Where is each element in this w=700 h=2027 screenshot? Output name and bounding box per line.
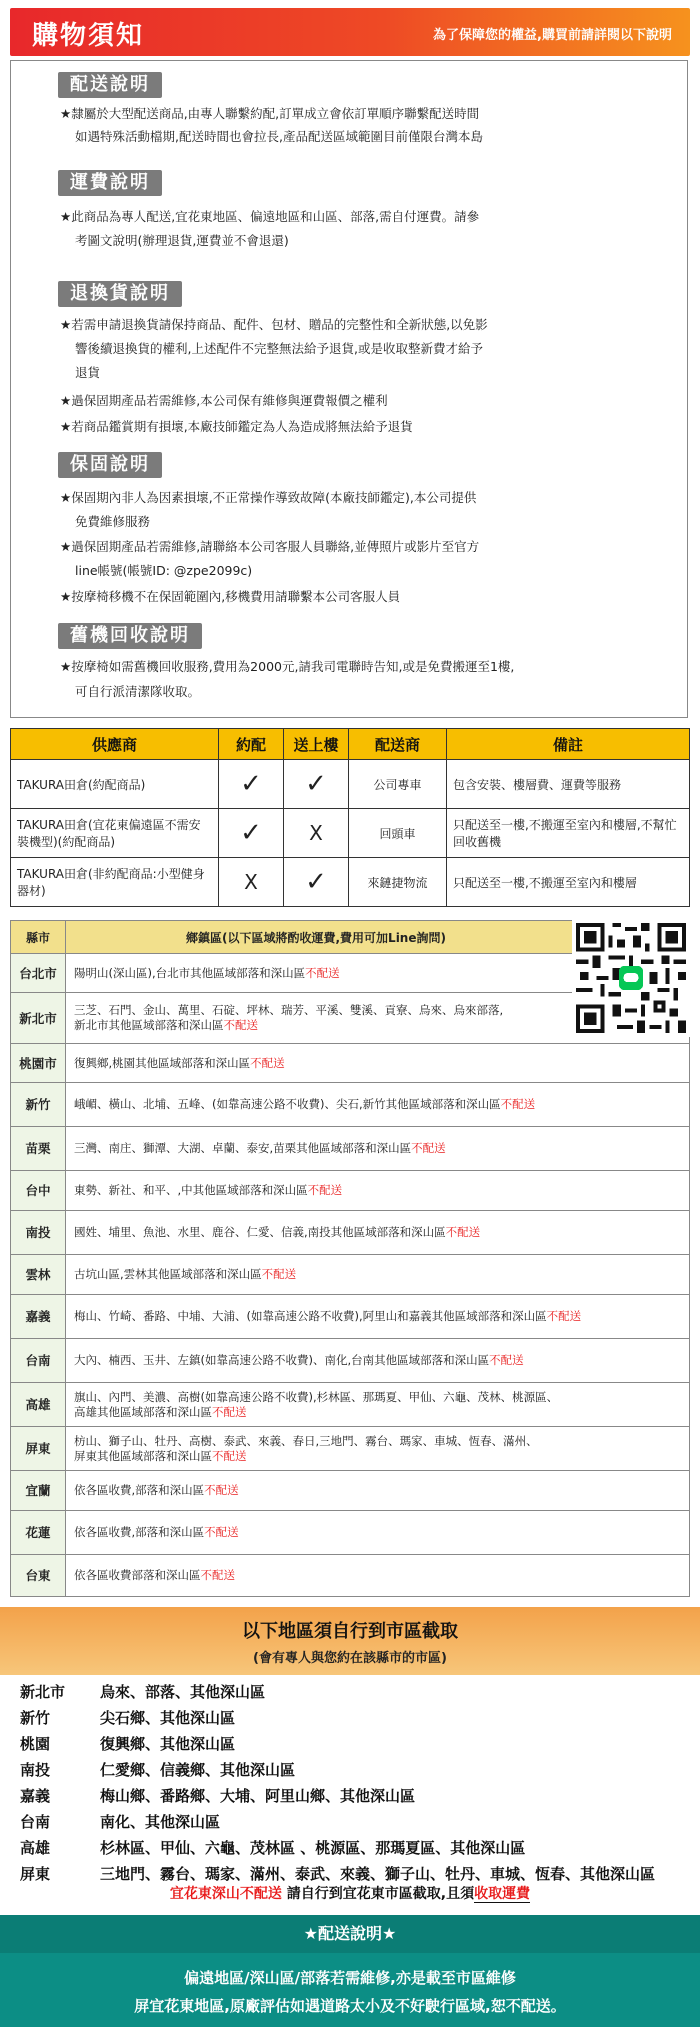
- area-text: 陽明山(深山區),台北市其他區域部落和深山區: [74, 965, 306, 980]
- city-cell: 台東: [11, 1555, 66, 1597]
- note-line: 響後續退換貨的權利,上述配件不完整無法給予退貨,或是收取整新費才給予: [75, 341, 483, 356]
- footer-heading: ★配送說明★: [0, 1915, 700, 1953]
- pickup-city: 高雄: [20, 1839, 51, 1857]
- qr-code-icon: [572, 919, 690, 1037]
- area-text: 三灣、南庄、獅潭、大湖、卓蘭、泰安,苗栗其他區域部落和深山區: [74, 1141, 412, 1155]
- note-cell: 包含安裝、樓層費、運費等服務: [447, 760, 690, 809]
- page-title: 購物須知: [32, 21, 145, 51]
- delivery-footer: [0, 1915, 700, 2027]
- no-delivery-label: 不配送: [307, 1183, 343, 1197]
- note-line: 考圖文說明(辦理退貨,運費並不會退還): [75, 233, 289, 248]
- note-line: ★隸屬於大型配送商品,由專人聯繫約配,訂單成立會依訂單順序聯繫配送時間: [60, 106, 480, 121]
- city-cell: 花蓮: [11, 1511, 66, 1555]
- pickup-areas: 南化、其他深山區: [100, 1813, 221, 1831]
- carrier-cell: 公司專車: [349, 760, 447, 809]
- city-cell: 嘉義: [11, 1295, 66, 1339]
- section-title-delivery: 配送說明: [58, 72, 162, 98]
- pickup-areas: 杉林區、甲仙、六龜、茂林區 、桃源區、那瑪夏區、其他深山區: [100, 1839, 526, 1857]
- section-title-shipping-fee: 運費說明: [58, 170, 162, 196]
- supplier-table: [10, 728, 690, 907]
- area-cell: [66, 1171, 690, 1211]
- city-cell: 台北市: [11, 954, 66, 993]
- pickup-city: 新北市: [20, 1683, 66, 1701]
- area-text: 高雄其他區域部落和深山區: [74, 1404, 212, 1419]
- area-text: 東勢、新社、和平、,中其他區域部落和深山區: [74, 1183, 308, 1197]
- area-cell: [66, 1044, 690, 1083]
- pickup-areas: 仁愛鄉、信義鄉、其他深山區: [100, 1761, 296, 1779]
- pickup-row: [20, 1733, 235, 1759]
- pickup-areas: 烏來、部落、其他深山區: [100, 1683, 266, 1701]
- supplier-cell: TAKURA田倉(約配商品): [11, 760, 219, 809]
- table-row: [11, 1339, 690, 1383]
- area-text: 國姓、埔里、魚池、水里、鹿谷、仁愛、信義,南投其他區域部落和深山區: [74, 1225, 446, 1239]
- note-line: ★此商品為專人配送,宜花東地區、偏遠地區和山區、部落,需自付運費。請參: [60, 209, 480, 224]
- line-qr-code[interactable]: [572, 919, 690, 1037]
- footer-line-2: 屏宜花東地區,原廠評估如遇道路太小及不好駛行區域,恕不配送。: [134, 1997, 566, 2015]
- area-cell: [66, 1127, 690, 1171]
- note-line: ★過保固期產品若需維修,請聯絡本公司客服人員聯絡,並傳照片或影片至官方: [60, 539, 480, 554]
- area-text: 大內、楠西、玉井、左鎮(如靠高速公路不收費)、南化,台南其他區域部落和深山區: [74, 1353, 490, 1367]
- section-title-recycling: 舊機回收說明: [58, 623, 202, 649]
- no-delivery-label: 不配送: [546, 1309, 582, 1323]
- pickup-city: 台南: [20, 1813, 51, 1831]
- table-row: [11, 809, 690, 858]
- col-note: 備註: [447, 729, 690, 760]
- check-mark: ✓: [219, 809, 284, 858]
- pickup-areas: 復興鄉、其他深山區: [100, 1735, 236, 1753]
- table-row: [11, 1555, 690, 1597]
- city-cell: 高雄: [11, 1383, 66, 1427]
- pickup-city: 嘉義: [20, 1787, 51, 1805]
- table-row: [11, 1471, 690, 1511]
- area-text: 旗山、內門、美濃、高樹(如靠高速公路不收費),杉林區、那瑪夏、甲仙、六龜、茂林、桃源區、: [74, 1389, 559, 1404]
- city-cell: 雲林: [11, 1255, 66, 1295]
- check-mark: ✓: [284, 760, 349, 809]
- city-cell: 南投: [11, 1211, 66, 1255]
- pickup-title: 以下地區須自行到市區截取: [242, 1621, 458, 1642]
- no-delivery-label: 不配送: [500, 1097, 536, 1111]
- table-row: [11, 760, 690, 809]
- no-delivery-label: 不配送: [204, 1483, 239, 1497]
- city-cell: 台中: [11, 1171, 66, 1211]
- pickup-row: [20, 1811, 220, 1837]
- carrier-cell: 來鏈捷物流: [349, 858, 447, 907]
- supplier-cell: TAKURA田倉(宜花東偏遠區不需安裝機型)(約配商品): [11, 809, 219, 858]
- no-delivery-label: 不配送: [212, 1404, 247, 1419]
- supplier-cell: TAKURA田倉(非約配商品:小型健身器材): [11, 858, 219, 907]
- pickup-banner: [0, 1607, 700, 1675]
- pickup-row: [20, 1759, 295, 1785]
- footer-line-1: 偏遠地區/深山區/部落若需維修,亦是載至市區維修: [184, 1969, 516, 1987]
- pickup-areas: 梅山鄉、番路鄉、大埔、阿里山鄉、其他深山區: [100, 1787, 416, 1805]
- table-row: [11, 1127, 690, 1171]
- note-line: 可自行派清潔隊收取。: [75, 684, 201, 699]
- table-row: [11, 1511, 690, 1555]
- no-delivery-label: 不配送: [200, 1568, 235, 1582]
- no-delivery-label: 不配送: [223, 1018, 258, 1032]
- pickup-city: 屏東: [20, 1865, 51, 1883]
- table-row: [11, 1044, 690, 1083]
- check-mark: ✓: [284, 858, 349, 907]
- note-line: ★按摩椅如需舊機回收服務,費用為2000元,請我司電聯時告知,或是免費搬運至1樓,: [60, 659, 515, 674]
- note-cell: 只配送至一樓,不搬運至室內和樓層: [447, 858, 690, 907]
- no-delivery-label: 不配送: [261, 1267, 297, 1281]
- note-line: ★過保固期產品若需維修,本公司保有維修與運費報價之權利: [60, 393, 388, 408]
- area-cell: [66, 1295, 690, 1339]
- page-subtitle: 為了保障您的權益,購買前請詳閱以下說明: [433, 28, 672, 43]
- no-delivery-label: 不配送: [204, 1525, 239, 1539]
- col-area: 鄉鎮區(以下區域將酌收運費,費用可加Line詢問): [66, 921, 690, 954]
- pickup-row: [20, 1785, 415, 1811]
- pickup-city: 新竹: [20, 1709, 51, 1727]
- note-line: ★若需申請退換貨請保持商品、配件、包材、贈品的完整性和全新狀態,以免影: [60, 317, 488, 332]
- area-cell: [66, 1427, 690, 1471]
- pickup-row: [20, 1837, 525, 1863]
- no-delivery-label: 不配送: [411, 1141, 446, 1155]
- pickup-areas: 尖石鄉、其他深山區: [100, 1709, 236, 1727]
- area-text: 枋山、獅子山、牡丹、高樹、泰武、來義、春日,三地門、霧台、瑪家、車城、恆春、滿州、: [74, 1433, 538, 1448]
- no-delivery-text: 宜花東深山不配送: [169, 1886, 282, 1902]
- note-line: 如遇特殊活動檔期,配送時間也會拉長,產品配送區域範圍目前僅限台灣本島: [75, 129, 483, 144]
- area-cell: [66, 1383, 690, 1427]
- note-line: 退貨: [75, 365, 101, 380]
- col-city: 縣市: [11, 921, 66, 954]
- pickup-subtitle: (會有專人與您約在該縣市的市區): [253, 1651, 447, 1666]
- table-row: [11, 1383, 690, 1427]
- note-line: ★保固期內非人為因素損壞,不正常操作導致故障(本廠技師鑑定),本公司提供: [60, 490, 477, 505]
- city-cell: 新竹: [11, 1083, 66, 1127]
- pickup-note-text: 請自行到宜花東市區截取,且須: [286, 1886, 475, 1902]
- note-line: ★按摩椅移機不在保固範圍內,移機費用請聯繫本公司客服人員: [60, 589, 401, 604]
- note-line: ★若商品鑑賞期有損壞,本廠技師鑑定為人為造成將無法給予退貨: [60, 419, 413, 434]
- note-cell: 只配送至一樓,不搬運至室內和樓層,不幫忙回收舊機: [447, 809, 690, 858]
- table-row: [11, 1255, 690, 1295]
- no-delivery-label: 不配送: [250, 1055, 285, 1070]
- area-cell: [66, 1555, 690, 1597]
- no-delivery-label: 不配送: [445, 1225, 481, 1239]
- table-row: [11, 1295, 690, 1339]
- cross-mark: X: [219, 858, 284, 907]
- cross-mark: X: [284, 809, 349, 858]
- col-supplier: 供應商: [11, 729, 219, 760]
- table-row: [11, 1171, 690, 1211]
- area-text: 依各區收費,部落和深山區: [74, 1483, 205, 1497]
- city-cell: 桃園市: [11, 1044, 66, 1083]
- city-cell: 宜蘭: [11, 1471, 66, 1511]
- area-cell: [66, 1339, 690, 1383]
- supplier-table-header: [11, 729, 690, 760]
- table-row: [11, 1083, 690, 1127]
- section-title-warranty: 保固說明: [58, 452, 162, 478]
- table-row: [11, 1427, 690, 1471]
- no-delivery-label: 不配送: [212, 1448, 247, 1463]
- pickup-city: 桃園: [20, 1735, 51, 1753]
- city-cell: 新北市: [11, 993, 66, 1044]
- area-cell: [66, 1471, 690, 1511]
- area-text: 依各區收費部落和深山區: [74, 1568, 201, 1582]
- city-cell: 台南: [11, 1339, 66, 1383]
- area-text: 新北市其他區域部落和深山區: [74, 1018, 224, 1032]
- area-cell: [66, 1083, 690, 1127]
- city-cell: 屏東: [11, 1427, 66, 1471]
- col-upstairs: 送上樓: [284, 729, 349, 760]
- area-text: 梅山、竹崎、番路、中埔、大浦、(如靠高速公路不收費),阿里山和嘉義其他區域部落和深山區: [74, 1309, 547, 1323]
- pickup-row: [20, 1681, 265, 1707]
- area-text: 屏東其他區域部落和深山區: [74, 1448, 212, 1463]
- area-cell: [66, 1211, 690, 1255]
- section-title-returns: 退換貨說明: [58, 281, 182, 307]
- note-line: 免費維修服務: [75, 514, 151, 529]
- pickup-row: [20, 1707, 235, 1733]
- check-mark: ✓: [219, 760, 284, 809]
- area-text: 依各區收費,部落和深山區: [74, 1525, 205, 1539]
- area-text: 三芝、石門、金山、萬里、石碇、坪林、瑞芳、平溪、雙溪、貢寮、烏來、烏來部落,: [74, 1003, 504, 1017]
- city-cell: 苗栗: [11, 1127, 66, 1171]
- note-line: line帳號(帳號ID: @zpe2099c): [75, 563, 253, 578]
- no-delivery-label: 不配送: [305, 965, 340, 980]
- table-row: [11, 858, 690, 907]
- notes-box: [10, 60, 688, 718]
- pickup-footnote: [0, 1883, 700, 1903]
- col-booking: 約配: [219, 729, 284, 760]
- area-cell: [66, 1511, 690, 1555]
- pickup-city: 南投: [20, 1761, 51, 1779]
- col-carrier: 配送商: [349, 729, 447, 760]
- carrier-cell: 回頭車: [349, 809, 447, 858]
- area-text: 古坑山區,雲林其他區域部落和深山區: [74, 1267, 262, 1281]
- area-text: 峨嵋、橫山、北埔、五峰、(如靠高速公路不收費)、尖石,新竹其他區域部落和深山區: [74, 1097, 501, 1111]
- area-cell: [66, 1255, 690, 1295]
- table-row: [11, 1211, 690, 1255]
- area-text: 復興鄉,桃園其他區域部落和深山區: [74, 1055, 251, 1070]
- fee-charged-text: 收取運費: [474, 1886, 531, 1902]
- no-delivery-label: 不配送: [489, 1353, 524, 1367]
- header-banner: [10, 8, 690, 56]
- pickup-areas: 三地門、霧台、瑪家、滿州、泰武、來義、獅子山、牡丹、車城、恆春、其他深山區: [100, 1865, 656, 1883]
